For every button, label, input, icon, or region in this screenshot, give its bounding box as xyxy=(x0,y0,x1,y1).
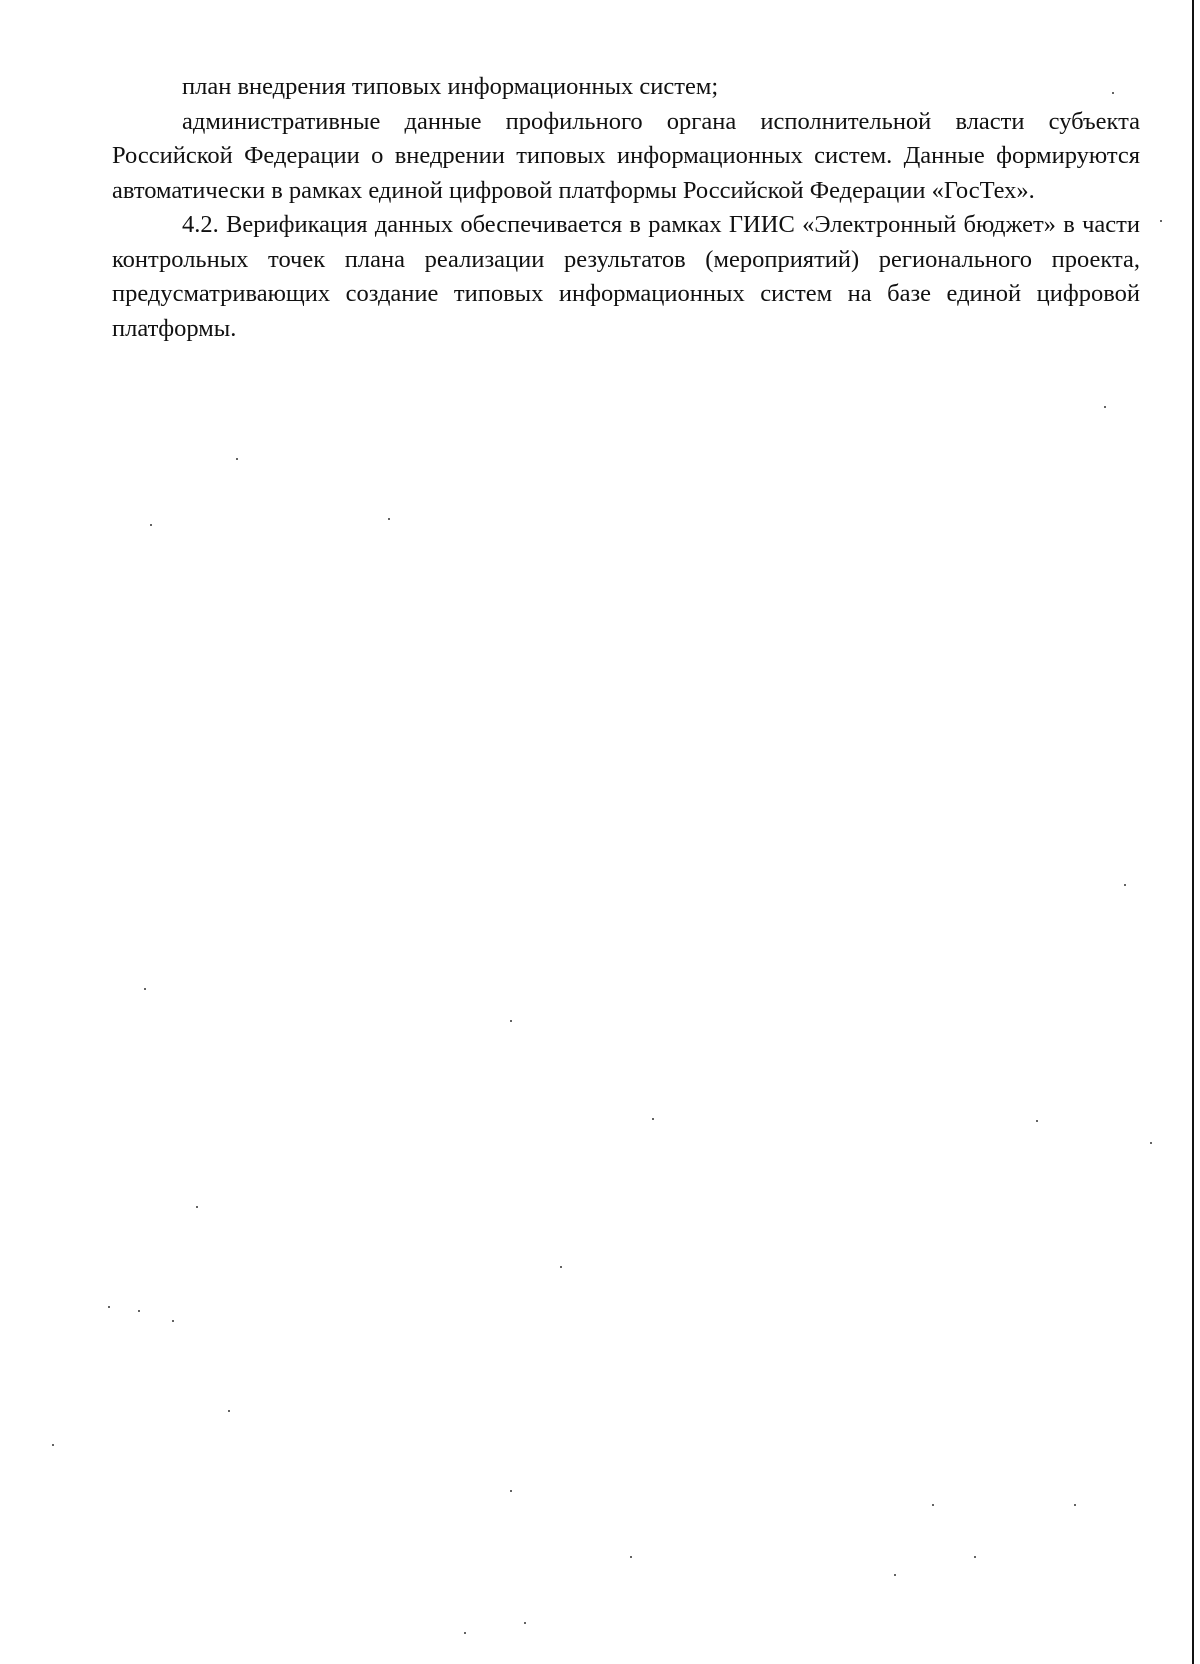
paragraph-verification: 4.2. Верификация данных обеспечивается в рамках ГИИС «Электронный бюджет» в части контрольных точек плана реализации результатов (мероприятий) регионального проекта, предусматривающих создание типовых информационных систем на базе единой цифровой платформы. xyxy=(112,211,1140,342)
scan-speck xyxy=(932,1504,934,1506)
scan-speck xyxy=(1150,1142,1152,1144)
scan-speck xyxy=(1124,884,1126,886)
scan-speck xyxy=(1112,92,1114,94)
scan-speck xyxy=(228,1410,230,1412)
scan-speck xyxy=(172,1320,174,1322)
scan-speck xyxy=(560,1266,562,1268)
document-body xyxy=(112,70,1140,346)
scan-speck xyxy=(464,1632,466,1634)
scan-speck xyxy=(196,1206,198,1208)
scan-speck xyxy=(236,458,238,460)
scan-speck xyxy=(138,1310,140,1312)
scan-speck xyxy=(52,1444,54,1446)
scan-speck xyxy=(524,1622,526,1624)
paragraph-plan: план внедрения типовых информационных систем; xyxy=(182,73,719,100)
scan-speck xyxy=(108,1306,110,1308)
page-edge-line xyxy=(1192,0,1194,1664)
scan-speck xyxy=(388,518,390,520)
scan-speck xyxy=(1074,1504,1076,1506)
scan-speck xyxy=(1104,406,1106,408)
scan-speck xyxy=(144,988,146,990)
scan-speck xyxy=(1160,220,1162,222)
scan-speck xyxy=(510,1490,512,1492)
paragraph-admin-data: административные данные профильного органа исполнительной власти субъекта Российской Федерации о внедрении типовых информационных систем. Данные формируются автоматически в рамках единой цифровой платформы Российской Федерации «ГосТех». xyxy=(112,107,1140,204)
scan-speck xyxy=(150,524,152,526)
scan-speck xyxy=(510,1020,512,1022)
scan-speck xyxy=(974,1556,976,1558)
scan-speck xyxy=(630,1556,632,1558)
scan-speck xyxy=(1036,1120,1038,1122)
scan-speck xyxy=(894,1574,896,1576)
scan-speck xyxy=(652,1118,654,1120)
